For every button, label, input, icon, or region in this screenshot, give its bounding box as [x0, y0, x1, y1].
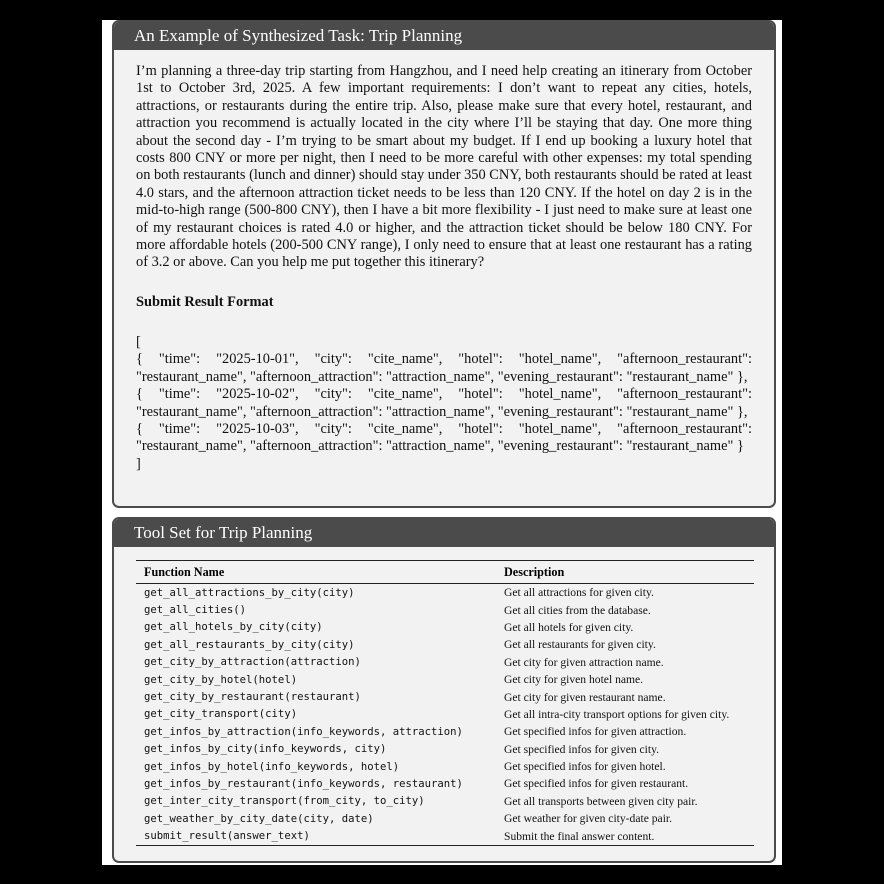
format-line: { "time": "2025-10-01", "city": "cite_name", "hotel": "hotel_name", "afternoon_restaurant": "restaurant_name", "afternoon_attraction": "attraction_name", "evening_restaurant": "restaurant_name" },	[136, 351, 752, 385]
table-row	[136, 741, 754, 758]
function-name-cell: get_infos_by_hotel(info_keywords, hotel)	[144, 760, 400, 773]
function-name-cell: get_infos_by_restaurant(info_keywords, restaurant)	[144, 777, 463, 790]
table-row	[136, 688, 754, 705]
format-line: { "time": "2025-10-03", "city": "cite_name", "hotel": "hotel_name", "afternoon_restaurant": "restaurant_name", "afternoon_attraction": "attraction_name", "evening_restaurant": "restaurant_name" }	[136, 420, 752, 455]
function-name-cell: get_all_cities()	[144, 604, 247, 617]
function-name-cell: get_infos_by_attraction(info_keywords, attraction)	[144, 725, 463, 738]
table-row	[136, 619, 754, 636]
task-box-title: An Example of Synthesized Task: Trip Planning	[114, 22, 774, 50]
figure-page	[102, 20, 782, 865]
tool-box-title: Tool Set for Trip Planning	[114, 519, 774, 547]
function-name-cell: submit_result(answer_text)	[136, 827, 496, 845]
description-cell: Get all cities from the database.	[504, 603, 651, 617]
format-line: ]	[136, 455, 141, 472]
description-cell: Get city for given restaurant name.	[504, 690, 666, 704]
function-name-cell: get_all_restaurants_by_city(city)	[144, 638, 355, 651]
description-cell: Get weather for given city-date pair.	[504, 812, 673, 826]
table-row	[136, 636, 754, 653]
table-row	[136, 775, 754, 792]
function-name-cell: get_weather_by_city_date(city, date)	[144, 812, 374, 825]
description-cell: Get all restaurants for given city.	[504, 638, 656, 652]
table-row	[136, 827, 754, 845]
table-row	[136, 584, 754, 602]
description-cell: Get all transports between given city pair.	[504, 794, 698, 808]
description-cell: Get all attractions for given city.	[504, 586, 654, 600]
function-name-cell: get_city_by_attraction(attraction)	[144, 656, 361, 669]
table-row	[136, 671, 754, 688]
description-cell: Get all intra-city transport options for given city.	[504, 707, 730, 721]
format-line: [	[136, 333, 141, 350]
header-function-name: Function Name	[136, 561, 496, 584]
task-example-box	[112, 20, 776, 508]
table-row	[136, 758, 754, 775]
submit-format-title: Submit Result Format	[136, 293, 274, 310]
function-name-cell: get_infos_by_city(info_keywords, city)	[144, 743, 387, 756]
tool-set-box	[112, 517, 776, 863]
description-cell: Get specified infos for given hotel.	[504, 760, 666, 774]
table-row	[136, 706, 754, 723]
function-name-cell: get_city_by_restaurant(restaurant)	[144, 691, 361, 704]
table-row	[136, 793, 754, 810]
function-name-cell: get_all_attractions_by_city(city)	[144, 586, 355, 599]
submit-format-body	[136, 334, 752, 473]
description-cell: Get city for given hotel name.	[504, 673, 644, 687]
table-row	[136, 601, 754, 618]
table-row	[136, 654, 754, 671]
description-cell: Get specified infos for given attraction.	[504, 725, 687, 739]
description-cell: Get specified infos for given restaurant.	[504, 777, 689, 791]
tool-table	[136, 560, 754, 846]
function-name-cell: get_all_hotels_by_city(city)	[144, 621, 323, 634]
description-cell: Get all hotels for given city.	[504, 620, 634, 634]
header-description: Description	[496, 561, 754, 584]
function-name-cell: get_city_transport(city)	[144, 708, 298, 721]
table-row	[136, 723, 754, 740]
task-prompt-text: I’m planning a three-day trip starting from Hangzhou, and I need help creating an itinerary from October 1st to October 3rd, 2025. A few important requirements: I don’t want to repeat any cities, hotels, attractions, or restaurants during the entire trip. Also, please make sure that every hotel, restaurant, and attraction you recommend is actually located in the city where I’ll be staying that day. One more thing about the second day - I’m trying to be smart about my budget. If I end up booking a luxury hotel that costs 800 CNY or more per night, then I need to be more careful with other expenses: my total spending on both restaurants (lunch and dinner) should stay under 350 CNY, both restaurants should be rated at least 4.0 stars, and the afternoon attraction ticket needs to be less than 120 CNY. If the hotel on day 2 is in the mid-to-high range (500-800 CNY), then I have a bit more flexibility - I just need to make sure at least one of my restaurant choices is rated 4.0 or higher, and the attraction ticket should be below 180 CNY. For more affordable hotels (200-500 CNY range), I only need to ensure that at least one restaurant has a rating of 3.2 or above. Can you help me put together this itinerary?	[136, 63, 752, 271]
tool-table-body	[136, 584, 754, 846]
description-cell: Get city for given attraction name.	[504, 655, 664, 669]
description-cell: Get specified infos for given city.	[504, 742, 660, 756]
format-line: { "time": "2025-10-02", "city": "cite_name", "hotel": "hotel_name", "afternoon_restaurant": "restaurant_name", "afternoon_attraction": "attraction_name", "evening_restaurant": "restaurant_name" },	[136, 386, 752, 420]
table-header-row	[136, 561, 754, 584]
description-cell: Submit the final answer content.	[496, 827, 754, 845]
table-row	[136, 810, 754, 827]
function-name-cell: get_city_by_hotel(hotel)	[144, 673, 298, 686]
function-name-cell: get_inter_city_transport(from_city, to_city)	[144, 795, 425, 808]
